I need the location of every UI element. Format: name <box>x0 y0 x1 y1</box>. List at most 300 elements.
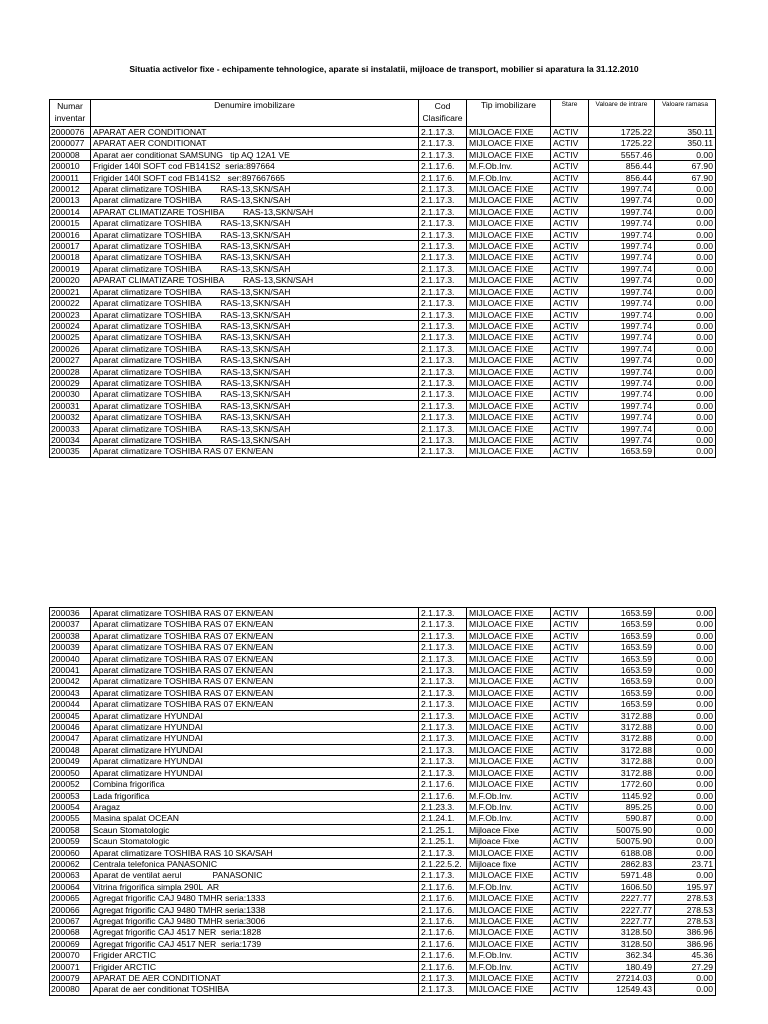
cell-cod-clasificare: 2.1.17.6. <box>419 904 467 915</box>
cell-numar-inventar: 200066 <box>50 904 91 915</box>
header-valoare-ramasa: Valoare ramasa <box>655 100 716 127</box>
cell-stare: ACTIV <box>551 275 589 286</box>
cell-denumire: APARAT CLIMATIZARE TOSHIBA RAS-13,SKN/SAH <box>91 275 419 286</box>
cell-denumire: Aparat de aer conditionat TOSHIBA <box>91 984 419 995</box>
table-row <box>50 423 716 434</box>
cell-numar-inventar: 200013 <box>50 195 91 206</box>
cell-tip-imobilizare: MIJLOACE FIXE <box>467 676 551 687</box>
cell-numar-inventar: 200040 <box>50 653 91 664</box>
cell-numar-inventar: 200035 <box>50 446 91 457</box>
cell-cod-clasificare: 2.1.17.3. <box>419 286 467 297</box>
table-row <box>50 298 716 309</box>
table-row <box>50 710 716 721</box>
cell-tip-imobilizare: MIJLOACE FIXE <box>467 779 551 790</box>
cell-denumire: Combina frigorifica <box>91 779 419 790</box>
cell-tip-imobilizare: MIJLOACE FIXE <box>467 653 551 664</box>
cell-denumire: Aparat climatizare TOSHIBA RAS 07 EKN/EAN <box>91 665 419 676</box>
cell-numar-inventar: 200052 <box>50 779 91 790</box>
cell-cod-clasificare: 2.1.17.6. <box>419 893 467 904</box>
cell-tip-imobilizare: MIJLOACE FIXE <box>467 665 551 676</box>
cell-stare: ACTIV <box>551 400 589 411</box>
cell-valoare-intrare: 1653.59 <box>589 653 655 664</box>
cell-valoare-intrare: 1997.74 <box>589 218 655 229</box>
table-row <box>50 744 716 755</box>
cell-numar-inventar: 200041 <box>50 665 91 676</box>
cell-denumire: Aparat climatizare TOSHIBA RAS-13,SKN/SAH <box>91 434 419 445</box>
header-denumire: Denumire imobilizare <box>91 100 419 127</box>
cell-cod-clasificare: 2.1.17.3. <box>419 446 467 457</box>
cell-stare: ACTIV <box>551 961 589 972</box>
cell-valoare-ramasa: 0.00 <box>655 195 716 206</box>
table-row <box>50 927 716 938</box>
cell-cod-clasificare: 2.1.17.3. <box>419 642 467 653</box>
table-row <box>50 343 716 354</box>
cell-denumire: Aparat climatizare TOSHIBA RAS-13,SKN/SAH <box>91 286 419 297</box>
cell-denumire: Agregat frigorific CAJ 9480 TMHR seria:1338 <box>91 904 419 915</box>
cell-denumire: Aparat climatizare TOSHIBA RAS 10 SKA/SAH <box>91 847 419 858</box>
cell-denumire: Aparat climatizare HYUNDAI <box>91 744 419 755</box>
cell-numar-inventar: 200022 <box>50 298 91 309</box>
cell-denumire: Aparat climatizare TOSHIBA RAS 07 EKN/EAN <box>91 619 419 630</box>
cell-valoare-intrare: 1997.74 <box>589 320 655 331</box>
assets-table-2 <box>49 607 716 996</box>
cell-tip-imobilizare: M.F.Ob.Inv. <box>467 950 551 961</box>
cell-cod-clasificare: 2.1.17.3. <box>419 710 467 721</box>
cell-stare: ACTIV <box>551 608 589 619</box>
cell-valoare-intrare: 1606.50 <box>589 881 655 892</box>
cell-denumire: Aparat climatizare TOSHIBA RAS 07 EKN/EAN <box>91 676 419 687</box>
cell-valoare-ramasa: 386.96 <box>655 938 716 949</box>
table-row <box>50 138 716 149</box>
table-row <box>50 252 716 263</box>
cell-denumire: Aparat climatizare TOSHIBA RAS-13,SKN/SAH <box>91 229 419 240</box>
cell-valoare-intrare: 1145.92 <box>589 790 655 801</box>
cell-tip-imobilizare: M.F.Ob.Inv. <box>467 161 551 172</box>
cell-tip-imobilizare: MIJLOACE FIXE <box>467 355 551 366</box>
cell-denumire: Scaun Stomatologic <box>91 836 419 847</box>
cell-denumire: Aparat de ventilat aerul PANASONIC <box>91 870 419 881</box>
cell-valoare-ramasa: 0.00 <box>655 642 716 653</box>
cell-cod-clasificare: 2.1.17.6. <box>419 938 467 949</box>
cell-denumire: Aparat climatizare TOSHIBA RAS-13,SKN/SAH <box>91 400 419 411</box>
cell-valoare-intrare: 1653.59 <box>589 630 655 641</box>
cell-valoare-ramasa: 0.00 <box>655 653 716 664</box>
cell-tip-imobilizare: MIJLOACE FIXE <box>467 127 551 138</box>
cell-stare: ACTIV <box>551 710 589 721</box>
cell-valoare-ramasa: 67.90 <box>655 172 716 183</box>
cell-stare: ACTIV <box>551 389 589 400</box>
cell-cod-clasificare: 2.1.17.3. <box>419 847 467 858</box>
cell-valoare-intrare: 1997.74 <box>589 423 655 434</box>
cell-stare: ACTIV <box>551 950 589 961</box>
cell-cod-clasificare: 2.1.17.6. <box>419 927 467 938</box>
cell-valoare-ramasa: 0.00 <box>655 756 716 767</box>
table-row <box>50 824 716 835</box>
cell-denumire: Aparat climatizare TOSHIBA RAS 07 EKN/EAN <box>91 446 419 457</box>
table-row <box>50 676 716 687</box>
cell-valoare-intrare: 590.87 <box>589 813 655 824</box>
cell-denumire: Aparat climatizare HYUNDAI <box>91 722 419 733</box>
cell-denumire: Aparat climatizare TOSHIBA RAS-13,SKN/SAH <box>91 423 419 434</box>
cell-valoare-ramasa: 0.00 <box>655 434 716 445</box>
cell-denumire: Aparat climatizare TOSHIBA RAS-13,SKN/SAH <box>91 320 419 331</box>
table-row <box>50 813 716 824</box>
cell-valoare-ramasa: 0.00 <box>655 184 716 195</box>
cell-denumire: Centrala telefonica PANASONIC <box>91 858 419 869</box>
cell-cod-clasificare: 2.1.17.3. <box>419 744 467 755</box>
cell-cod-clasificare: 2.1.17.6. <box>419 881 467 892</box>
cell-denumire: Aparat climatizare TOSHIBA RAS-13,SKN/SAH <box>91 252 419 263</box>
table-row <box>50 904 716 915</box>
table-row <box>50 229 716 240</box>
cell-denumire: Aparat climatizare TOSHIBA RAS 07 EKN/EAN <box>91 630 419 641</box>
cell-valoare-intrare: 1997.74 <box>589 263 655 274</box>
cell-cod-clasificare: 2.1.17.3. <box>419 608 467 619</box>
cell-valoare-intrare: 1997.74 <box>589 332 655 343</box>
cell-stare: ACTIV <box>551 630 589 641</box>
cell-cod-clasificare: 2.1.17.6. <box>419 161 467 172</box>
table-row <box>50 161 716 172</box>
cell-valoare-intrare: 1997.74 <box>589 229 655 240</box>
cell-numar-inventar: 200048 <box>50 744 91 755</box>
cell-tip-imobilizare: MIJLOACE FIXE <box>467 687 551 698</box>
cell-cod-clasificare: 2.1.25.1. <box>419 836 467 847</box>
cell-valoare-ramasa: 0.00 <box>655 790 716 801</box>
cell-stare: ACTIV <box>551 927 589 938</box>
table-row <box>50 665 716 676</box>
header-valoare-intrare: Valoare de intrare <box>589 100 655 127</box>
cell-numar-inventar: 200030 <box>50 389 91 400</box>
cell-denumire: APARAT DE AER CONDITIONAT <box>91 973 419 984</box>
cell-cod-clasificare: 2.1.17.3. <box>419 619 467 630</box>
cell-tip-imobilizare: Mijloace Fixe <box>467 836 551 847</box>
cell-stare: ACTIV <box>551 813 589 824</box>
cell-valoare-intrare: 1653.59 <box>589 642 655 653</box>
cell-numar-inventar: 200049 <box>50 756 91 767</box>
header-stare: Stare <box>551 100 589 127</box>
cell-valoare-ramasa: 0.00 <box>655 973 716 984</box>
cell-cod-clasificare: 2.1.17.3. <box>419 630 467 641</box>
cell-stare: ACTIV <box>551 881 589 892</box>
cell-valoare-intrare: 1997.74 <box>589 389 655 400</box>
cell-tip-imobilizare: MIJLOACE FIXE <box>467 332 551 343</box>
cell-valoare-intrare: 1653.59 <box>589 665 655 676</box>
cell-tip-imobilizare: Mijloace Fixe <box>467 824 551 835</box>
cell-denumire: Aparat climatizare TOSHIBA RAS-13,SKN/SAH <box>91 377 419 388</box>
cell-numar-inventar: 200054 <box>50 801 91 812</box>
cell-denumire: Agregat frigorific CAJ 9480 TMHR seria:3006 <box>91 915 419 926</box>
cell-tip-imobilizare: MIJLOACE FIXE <box>467 642 551 653</box>
cell-valoare-ramasa: 0.00 <box>655 355 716 366</box>
cell-tip-imobilizare: MIJLOACE FIXE <box>467 915 551 926</box>
table-row <box>50 206 716 217</box>
cell-stare: ACTIV <box>551 206 589 217</box>
cell-denumire: Scaun Stomatologic <box>91 824 419 835</box>
cell-numar-inventar: 200029 <box>50 377 91 388</box>
cell-cod-clasificare: 2.1.17.3. <box>419 676 467 687</box>
cell-tip-imobilizare: MIJLOACE FIXE <box>467 195 551 206</box>
cell-cod-clasificare: 2.1.17.3. <box>419 366 467 377</box>
cell-denumire: APARAT AER CONDITIONAT <box>91 138 419 149</box>
cell-denumire: Aparat climatizare TOSHIBA RAS-13,SKN/SAH <box>91 355 419 366</box>
cell-cod-clasificare: 2.1.17.3. <box>419 984 467 995</box>
cell-valoare-intrare: 3172.88 <box>589 744 655 755</box>
cell-tip-imobilizare: MIJLOACE FIXE <box>467 434 551 445</box>
cell-valoare-ramasa: 0.00 <box>655 676 716 687</box>
cell-denumire: Lada frigorifica <box>91 790 419 801</box>
cell-stare: ACTIV <box>551 984 589 995</box>
cell-valoare-intrare: 1653.59 <box>589 676 655 687</box>
cell-tip-imobilizare: MIJLOACE FIXE <box>467 608 551 619</box>
cell-numar-inventar: 200028 <box>50 366 91 377</box>
cell-stare: ACTIV <box>551 756 589 767</box>
cell-tip-imobilizare: MIJLOACE FIXE <box>467 229 551 240</box>
cell-valoare-ramasa: 0.00 <box>655 298 716 309</box>
cell-denumire: Frigider ARCTIC <box>91 961 419 972</box>
cell-valoare-intrare: 2862.83 <box>589 858 655 869</box>
table-row <box>50 286 716 297</box>
cell-valoare-intrare: 3172.88 <box>589 767 655 778</box>
cell-tip-imobilizare: MIJLOACE FIXE <box>467 984 551 995</box>
cell-tip-imobilizare: MIJLOACE FIXE <box>467 722 551 733</box>
cell-numar-inventar: 200080 <box>50 984 91 995</box>
cell-valoare-ramasa: 0.00 <box>655 801 716 812</box>
cell-valoare-intrare: 180.49 <box>589 961 655 972</box>
cell-tip-imobilizare: MIJLOACE FIXE <box>467 218 551 229</box>
cell-stare: ACTIV <box>551 263 589 274</box>
cell-denumire: Aparat climatizare HYUNDAI <box>91 767 419 778</box>
cell-cod-clasificare: 2.1.17.3. <box>419 389 467 400</box>
table-row <box>50 733 716 744</box>
cell-valoare-intrare: 3172.88 <box>589 722 655 733</box>
cell-valoare-intrare: 1997.74 <box>589 355 655 366</box>
cell-stare: ACTIV <box>551 870 589 881</box>
cell-denumire: Aparat climatizare TOSHIBA RAS 07 EKN/EAN <box>91 608 419 619</box>
cell-valoare-ramasa: 0.00 <box>655 722 716 733</box>
table-row <box>50 619 716 630</box>
cell-tip-imobilizare: MIJLOACE FIXE <box>467 699 551 710</box>
cell-valoare-intrare: 1997.74 <box>589 275 655 286</box>
cell-valoare-intrare: 1997.74 <box>589 434 655 445</box>
cell-valoare-intrare: 1997.74 <box>589 252 655 263</box>
table-row <box>50 149 716 160</box>
cell-stare: ACTIV <box>551 836 589 847</box>
cell-cod-clasificare: 2.1.17.3. <box>419 332 467 343</box>
cell-tip-imobilizare: MIJLOACE FIXE <box>467 847 551 858</box>
cell-valoare-ramasa: 0.00 <box>655 619 716 630</box>
cell-valoare-ramasa: 0.00 <box>655 847 716 858</box>
cell-numar-inventar: 200034 <box>50 434 91 445</box>
table-row <box>50 412 716 423</box>
cell-tip-imobilizare: MIJLOACE FIXE <box>467 206 551 217</box>
cell-tip-imobilizare: Mijloace fixe <box>467 858 551 869</box>
cell-numar-inventar: 200079 <box>50 973 91 984</box>
cell-stare: ACTIV <box>551 973 589 984</box>
cell-numar-inventar: 200019 <box>50 263 91 274</box>
cell-cod-clasificare: 2.1.17.3. <box>419 343 467 354</box>
table-row <box>50 801 716 812</box>
cell-denumire: Vitrina frigorifica simpla 290L AR <box>91 881 419 892</box>
cell-cod-clasificare: 2.1.17.3. <box>419 377 467 388</box>
cell-numar-inventar: 200065 <box>50 893 91 904</box>
cell-valoare-ramasa: 0.00 <box>655 366 716 377</box>
cell-valoare-intrare: 1997.74 <box>589 206 655 217</box>
cell-tip-imobilizare: MIJLOACE FIXE <box>467 904 551 915</box>
cell-cod-clasificare: 2.1.17.3. <box>419 320 467 331</box>
table-row <box>50 434 716 445</box>
cell-stare: ACTIV <box>551 676 589 687</box>
cell-tip-imobilizare: M.F.Ob.Inv. <box>467 813 551 824</box>
cell-valoare-ramasa: 0.00 <box>655 218 716 229</box>
cell-valoare-intrare: 12549.43 <box>589 984 655 995</box>
cell-valoare-ramasa: 0.00 <box>655 608 716 619</box>
cell-valoare-intrare: 1772.60 <box>589 779 655 790</box>
cell-denumire: Aparat climatizare HYUNDAI <box>91 733 419 744</box>
cell-stare: ACTIV <box>551 229 589 240</box>
cell-stare: ACTIV <box>551 218 589 229</box>
cell-cod-clasificare: 2.1.17.3. <box>419 263 467 274</box>
cell-valoare-intrare: 1653.59 <box>589 446 655 457</box>
cell-valoare-ramasa: 278.53 <box>655 915 716 926</box>
cell-stare: ACTIV <box>551 938 589 949</box>
cell-cod-clasificare: 2.1.17.3. <box>419 423 467 434</box>
cell-valoare-intrare: 1997.74 <box>589 184 655 195</box>
cell-valoare-intrare: 1997.74 <box>589 298 655 309</box>
cell-valoare-ramasa: 0.00 <box>655 229 716 240</box>
table-row <box>50 938 716 949</box>
table-row <box>50 377 716 388</box>
cell-valoare-intrare: 3128.50 <box>589 927 655 938</box>
table-row <box>50 263 716 274</box>
cell-tip-imobilizare: MIJLOACE FIXE <box>467 423 551 434</box>
cell-valoare-ramasa: 278.53 <box>655 904 716 915</box>
cell-cod-clasificare: 2.1.17.3. <box>419 184 467 195</box>
cell-cod-clasificare: 2.1.17.3. <box>419 241 467 252</box>
cell-stare: ACTIV <box>551 824 589 835</box>
cell-numar-inventar: 200046 <box>50 722 91 733</box>
cell-tip-imobilizare: MIJLOACE FIXE <box>467 446 551 457</box>
cell-tip-imobilizare: MIJLOACE FIXE <box>467 870 551 881</box>
table-row <box>50 950 716 961</box>
cell-valoare-ramasa: 0.00 <box>655 343 716 354</box>
cell-stare: ACTIV <box>551 377 589 388</box>
table-row <box>50 642 716 653</box>
cell-denumire: Aparat climatizare TOSHIBA RAS-13,SKN/SAH <box>91 195 419 206</box>
table-row <box>50 309 716 320</box>
cell-stare: ACTIV <box>551 423 589 434</box>
cell-numar-inventar: 200015 <box>50 218 91 229</box>
cell-valoare-ramasa: 0.00 <box>655 412 716 423</box>
cell-numar-inventar: 200011 <box>50 172 91 183</box>
cell-tip-imobilizare: MIJLOACE FIXE <box>467 744 551 755</box>
cell-stare: ACTIV <box>551 733 589 744</box>
cell-stare: ACTIV <box>551 161 589 172</box>
cell-stare: ACTIV <box>551 286 589 297</box>
cell-stare: ACTIV <box>551 412 589 423</box>
cell-cod-clasificare: 2.1.17.3. <box>419 412 467 423</box>
cell-denumire: Frigider 140l SOFT cod FB141S2 seria:897664 <box>91 161 419 172</box>
cell-valoare-intrare: 1997.74 <box>589 241 655 252</box>
cell-valoare-ramasa: 0.00 <box>655 744 716 755</box>
cell-cod-clasificare: 2.1.17.3. <box>419 252 467 263</box>
cell-cod-clasificare: 2.1.17.3. <box>419 699 467 710</box>
cell-cod-clasificare: 2.1.17.6. <box>419 172 467 183</box>
cell-valoare-intrare: 1653.59 <box>589 699 655 710</box>
cell-valoare-ramasa: 0.00 <box>655 779 716 790</box>
cell-numar-inventar: 2000077 <box>50 138 91 149</box>
table-row <box>50 961 716 972</box>
cell-numar-inventar: 200027 <box>50 355 91 366</box>
cell-stare: ACTIV <box>551 309 589 320</box>
cell-stare: ACTIV <box>551 722 589 733</box>
cell-cod-clasificare: 2.1.17.3. <box>419 127 467 138</box>
cell-stare: ACTIV <box>551 642 589 653</box>
cell-valoare-intrare: 2227.77 <box>589 904 655 915</box>
cell-tip-imobilizare: MIJLOACE FIXE <box>467 400 551 411</box>
header-tip-imobilizare: Tip imobilizare <box>467 100 551 127</box>
cell-tip-imobilizare: MIJLOACE FIXE <box>467 389 551 400</box>
cell-cod-clasificare: 2.1.17.3. <box>419 733 467 744</box>
cell-numar-inventar: 200031 <box>50 400 91 411</box>
cell-tip-imobilizare: MIJLOACE FIXE <box>467 619 551 630</box>
cell-numar-inventar: 200016 <box>50 229 91 240</box>
table-row <box>50 893 716 904</box>
cell-tip-imobilizare: MIJLOACE FIXE <box>467 263 551 274</box>
cell-denumire: Aparat climatizare TOSHIBA RAS-13,SKN/SAH <box>91 332 419 343</box>
cell-valoare-intrare: 5557.46 <box>589 149 655 160</box>
cell-numar-inventar: 200023 <box>50 309 91 320</box>
cell-valoare-ramasa: 0.00 <box>655 400 716 411</box>
cell-tip-imobilizare: MIJLOACE FIXE <box>467 366 551 377</box>
cell-numar-inventar: 200036 <box>50 608 91 619</box>
cell-numar-inventar: 200063 <box>50 870 91 881</box>
cell-valoare-intrare: 27214.03 <box>589 973 655 984</box>
cell-stare: ACTIV <box>551 790 589 801</box>
cell-denumire: Agregat frigorific CAJ 4517 NER seria:1739 <box>91 938 419 949</box>
cell-stare: ACTIV <box>551 767 589 778</box>
cell-cod-clasificare: 2.1.17.3. <box>419 298 467 309</box>
cell-valoare-ramasa: 27.29 <box>655 961 716 972</box>
table-row <box>50 881 716 892</box>
table-row <box>50 218 716 229</box>
cell-tip-imobilizare: MIJLOACE FIXE <box>467 938 551 949</box>
table-row <box>50 184 716 195</box>
table-row <box>50 973 716 984</box>
cell-denumire: Aparat climatizare TOSHIBA RAS 07 EKN/EAN <box>91 699 419 710</box>
cell-stare: ACTIV <box>551 779 589 790</box>
table-row <box>50 653 716 664</box>
cell-cod-clasificare: 2.1.17.3. <box>419 138 467 149</box>
cell-cod-clasificare: 2.1.17.3. <box>419 229 467 240</box>
cell-valoare-ramasa: 0.00 <box>655 813 716 824</box>
cell-valoare-ramasa: 0.00 <box>655 309 716 320</box>
cell-stare: ACTIV <box>551 744 589 755</box>
cell-valoare-intrare: 856.44 <box>589 172 655 183</box>
cell-numar-inventar: 200020 <box>50 275 91 286</box>
table-row <box>50 630 716 641</box>
cell-valoare-intrare: 3128.50 <box>589 938 655 949</box>
cell-valoare-intrare: 1653.59 <box>589 608 655 619</box>
cell-valoare-intrare: 1653.59 <box>589 687 655 698</box>
cell-numar-inventar: 200021 <box>50 286 91 297</box>
cell-valoare-intrare: 2227.77 <box>589 893 655 904</box>
cell-denumire: Aparat climatizare TOSHIBA RAS-13,SKN/SAH <box>91 218 419 229</box>
cell-valoare-ramasa: 350.11 <box>655 127 716 138</box>
cell-numar-inventar: 200014 <box>50 206 91 217</box>
table-row <box>50 722 716 733</box>
cell-valoare-intrare: 1997.74 <box>589 412 655 423</box>
cell-tip-imobilizare: MIJLOACE FIXE <box>467 309 551 320</box>
